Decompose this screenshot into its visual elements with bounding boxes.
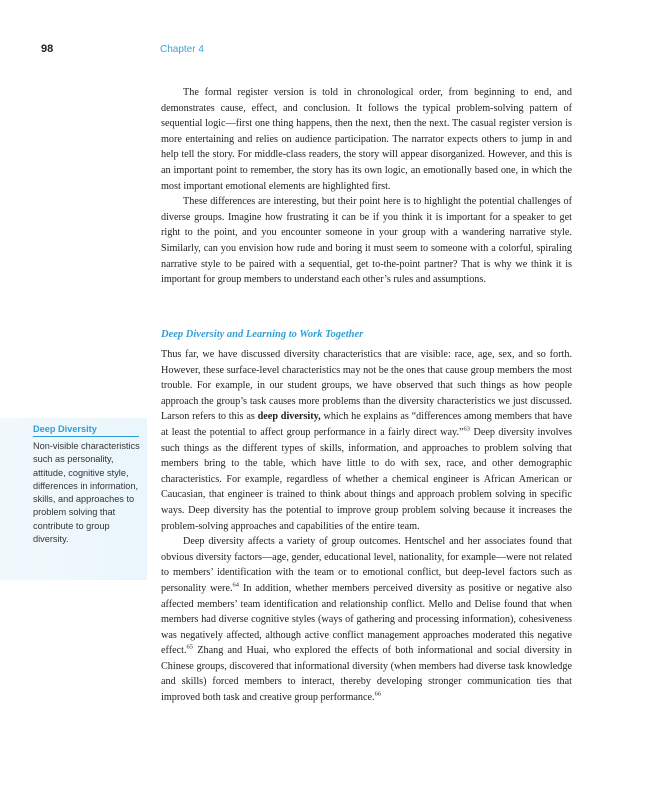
- endnote-marker: 64: [232, 581, 240, 589]
- chapter-title: Chapter 4: [160, 44, 204, 55]
- body-text-section: [161, 347, 572, 706]
- body-text-top: [161, 85, 572, 288]
- page-number: 98: [41, 43, 54, 55]
- endnote-marker: 65: [186, 643, 194, 651]
- text-run: which he explains as “differences among members that have at least the potential to affect group performance in a fairly direct way.”: [161, 411, 572, 438]
- endnote-marker: 63: [463, 425, 471, 433]
- sidebar-term: Deep Diversity: [33, 424, 139, 437]
- text-run: Deep diversity affects a variety of group outcomes. Hentschel and her associates found that obvious diversity factors—age, gender, educational level, nationality, for example—were not related to members’ identification with the team or to emotional conflict, but deep-level factors such as personality were.: [161, 536, 572, 594]
- key-term: deep diversity,: [257, 411, 321, 423]
- text-run: In addition, whether members perceived diversity as positive or negative also affected members’ team identification and relationship conflict. Mello and Delise found that when members had diverse cognitive styles (ways of gathering and processing information), cohesiveness was negatively affected, although active conflict management approaches moderated this negative effect.: [161, 582, 573, 657]
- paragraph: These differences are interesting, but their point here is to highlight the potential challenges of diverse groups. Imagine how frustrating it can be if you think it is important for a speaker to get right to the point, and you encounter someone in your group with a wandering narrative style. Similarly, can you envision how rude and boring it must seem to someone with a colorful, spiraling narrative style to be paired with a sequential, get to-the-point partner? That is why we think it is important for group members to understand each other’s rules and assumptions.: [161, 196, 572, 286]
- text-run: Zhang and Huai, who explored the effects of both informational and social diversity in Chinese groups, discovered that informational diversity (when members had diverse task knowledge and skills) forced members to interact, thereby developing stronger communication ties that improved both task and creative group performance.: [161, 645, 572, 704]
- section-heading: Deep Diversity and Learning to Work Together: [161, 329, 364, 340]
- sidebar-definition: Non-visible characteristics such as personality, attitude, cognitive style, differences in information, skills, and approaches to problem solving that contribute to group diversity.: [33, 441, 140, 545]
- paragraph: [161, 347, 572, 534]
- paragraph: The formal register version is told in chronological order, from beginning to end, and demonstrates cause, effect, and conclusion. It follows the typical problem-solving pattern of sequential logic—first one thing happens, then the next, then the next. The casual register version is more entertaining and relies on audience participation. The narrator expects others to jump in and help tell the story. For middle-class readers, the story will appear disorganized. However, and this is an important point to remember, the story has its own logic, an emotionally based one, in which the most important emotional elements are highlighted first.: [161, 87, 572, 192]
- text-run: Deep diversity involves such things as the different types of skills, information, and approaches to problem solving that members bring to the table, which have little to do with sex, race, and other demographic characteristics. For example, regardless of whether a chemical engineer is African American or Caucasian, that engineer is trained to think about things and approach problem solving in specific ways. Deep diversity has the potential to improve group problem solving because it increases the problem-solving approaches and capabilities of the entire team.: [161, 426, 572, 532]
- endnote-marker: 66: [374, 690, 382, 698]
- text-run: Thus far, we have discussed diversity characteristics that are visible: race, age, sex, and so forth. However, these surface-level characteristics may not be the ones that cause group members the most trouble. For example, in our student groups, we have observed that such things as how people approach the group’s task causes more problems than the diversity characteristics we just discussed. Larson refers to this as: [161, 349, 572, 423]
- paragraph: [161, 534, 572, 706]
